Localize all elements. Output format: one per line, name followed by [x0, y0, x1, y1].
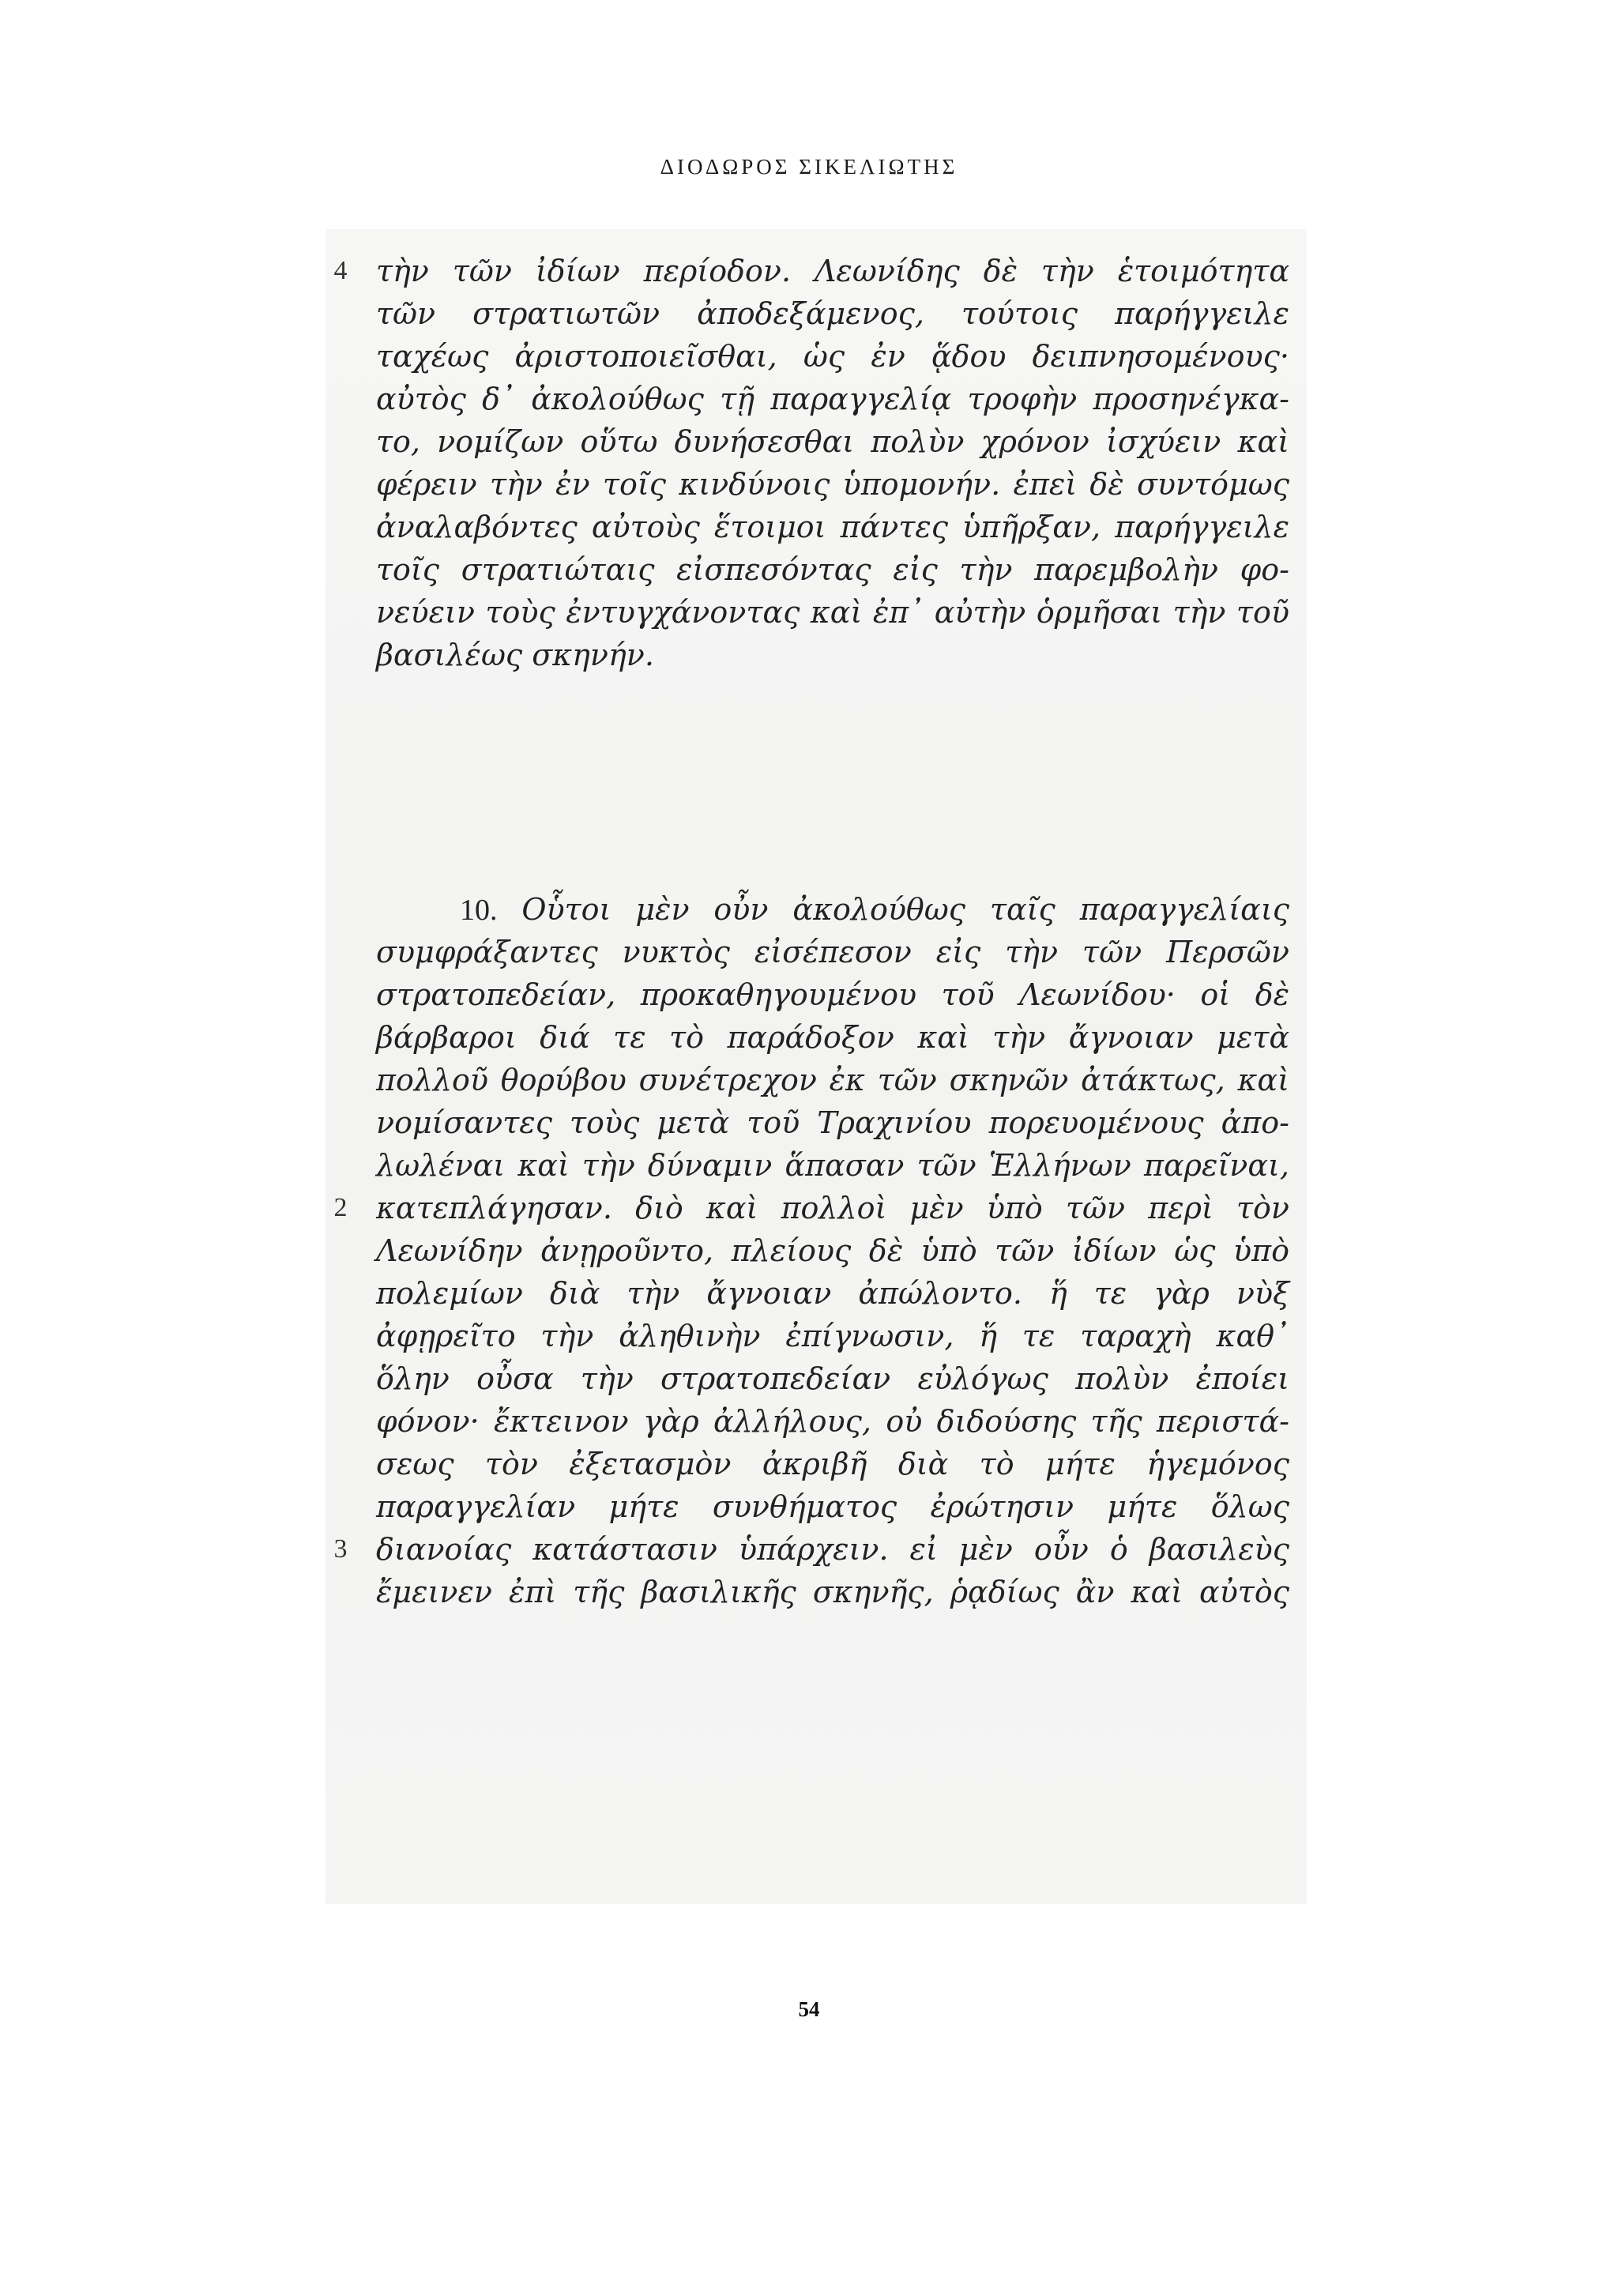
chapter-number: 10.	[460, 894, 498, 927]
text-line: αὐτὸς δ᾿ ἀκολούθως τῇ παραγγελίᾳ τροφὴν προσηνέγκα-	[376, 382, 1289, 416]
text-line: φέρειν τὴν ἐν τοῖς κινδύνοις ὑπομονήν. ἐπεὶ δὲ συντόμως	[376, 467, 1289, 502]
text-line: πολλοῦ θορύβου συνέτρεχον ἐκ τῶν σκηνῶν ἀτάκτως, καὶ	[376, 1063, 1289, 1097]
page-number: 54	[798, 1997, 820, 2021]
text-line	[460, 890, 1289, 930]
text-line: ἀφῃρεῖτο τὴν ἀληθινὴν ἐπίγνωσιν, ἥ τε ταραχὴ καθ᾿	[376, 1319, 1289, 1353]
text-line: νεύειν τοὺς ἐντυγχάνοντας καὶ ἐπ᾿ αὐτὴν ὁρμῆσαι τὴν τοῦ	[376, 595, 1289, 630]
text-line: σεως τὸν ἐξετασμὸν ἀκριβῆ διὰ τὸ μήτε ἡγεμόνος	[376, 1447, 1289, 1481]
text-line: ταχέως ἀριστοποιεῖσθαι, ὡς ἐν ᾅδου δειπνησομένους·	[376, 339, 1289, 374]
text-line: συμφράξαντες νυκτὸς εἰσέπεσον εἰς τὴν τῶν Περσῶν	[376, 935, 1289, 969]
text-line: ἀναλαβόντες αὐτοὺς ἕτοιμοι πάντες ὑπῆρξαν, παρήγγειλε	[376, 510, 1289, 544]
chapter-opening-text: Οὗτοι μὲν οὖν ἀκολούθως ταῖς παραγγελίαις	[521, 892, 1289, 927]
text-line: στρατοπεδείαν, προκαθηγουμένου τοῦ Λεωνίδου· οἱ δὲ	[376, 977, 1289, 1012]
text-line: ἔμεινεν ἐπὶ τῆς βασιλικῆς σκηνῆς, ῥᾳδίως ἂν καὶ αὐτὸς	[376, 1575, 1289, 1609]
margin-section-number: 3	[333, 1534, 348, 1564]
text-line: κατεπλάγησαν. διὸ καὶ πολλοὶ μὲν ὑπὸ τῶν περὶ τὸν	[376, 1191, 1289, 1225]
text-line: διανοίας κατάστασιν ὑπάρχειν. εἰ μὲν οὖν ὁ βασιλεὺς	[376, 1532, 1289, 1567]
text-line: ὅλην οὖσα τὴν στρατοπεδείαν εὐλόγως πολὺν ἐποίει	[376, 1361, 1289, 1396]
text-line: τοῖς στρατιώταις εἰσπεσόντας εἰς τὴν παρεμβολὴν φο-	[376, 552, 1289, 587]
text-line: φόνον· ἔκτεινον γὰρ ἀλλήλους, οὐ διδούσης τῆς περιστά-	[376, 1404, 1289, 1439]
text-line: βάρβαροι διά τε τὸ παράδοξον καὶ τὴν ἄγνοιαν μετὰ	[376, 1020, 1289, 1055]
text-line: τῶν στρατιωτῶν ἀποδεξάμενος, τούτοις παρήγγειλε	[376, 296, 1289, 331]
text-line: το, νομίζων οὕτω δυνήσεσθαι πολὺν χρόνον ἰσχύειν καὶ	[376, 424, 1289, 459]
text-line: νομίσαντες τοὺς μετὰ τοῦ Τραχινίου πορευομένους ἀπο-	[376, 1105, 1289, 1140]
text-line: Λεωνίδην ἀνῃροῦντο, πλείους δὲ ὑπὸ τῶν ἰδίων ὡς ὑπὸ	[376, 1233, 1289, 1268]
running-head: ΔΙΟΔΩΡΟΣ ΣΙΚΕΛΙΩΤΗΣ	[660, 155, 958, 179]
margin-section-number: 4	[333, 256, 348, 285]
text-line: παραγγελίαν μήτε συνθήματος ἐρώτησιν μήτε ὅλως	[376, 1489, 1289, 1524]
text-line: τὴν τῶν ἰδίων περίοδον. Λεωνίδης δὲ τὴν ἑτοιμότητα	[376, 254, 1289, 288]
text-line: βασιλέως σκηνήν.	[376, 638, 654, 672]
text-line: λωλέναι καὶ τὴν δύναμιν ἅπασαν τῶν Ἑλλήνων παρεῖναι,	[376, 1148, 1289, 1183]
text-line: πολεμίων διὰ τὴν ἄγνοιαν ἀπώλοντο. ἥ τε γὰρ νὺξ	[376, 1276, 1289, 1311]
margin-section-number: 2	[333, 1193, 348, 1222]
